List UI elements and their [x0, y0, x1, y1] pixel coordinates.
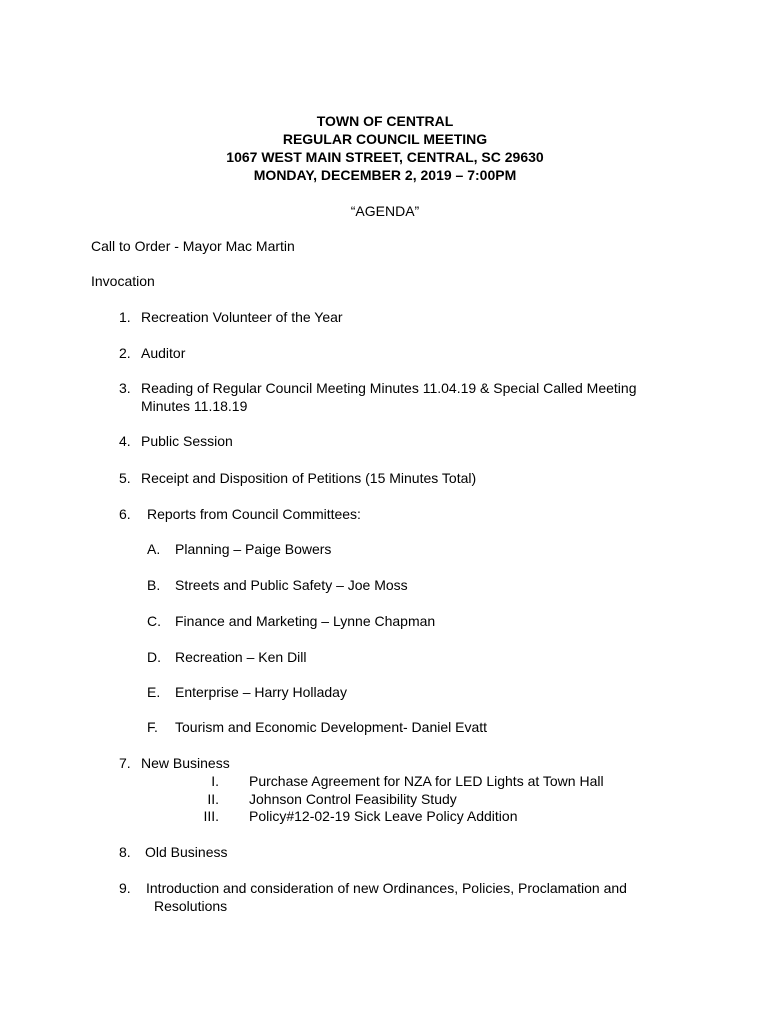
committee-text: Tourism and Economic Development- Daniel Evatt — [175, 719, 488, 735]
roman-numeral: I. — [211, 773, 219, 789]
header-town-name: TOWN OF CENTRAL — [316, 113, 454, 129]
committee-text: Enterprise – Harry Holladay — [175, 684, 347, 700]
committee-letter: F. — [147, 719, 158, 735]
agenda-title: “AGENDA” — [350, 203, 420, 219]
committee-letter: A. — [147, 541, 161, 557]
header-date-time: MONDAY, DECEMBER 2, 2019 – 7:00PM — [253, 167, 517, 183]
committee-text: Finance and Marketing – Lynne Chapman — [175, 613, 436, 629]
agenda-item-text: Receipt and Disposition of Petitions (15 Minutes Total) — [141, 470, 477, 486]
new-business-text: Johnson Control Feasibility Study — [249, 791, 457, 807]
agenda-item-text-continued: Minutes 11.18.19 — [141, 398, 248, 414]
agenda-item-number: 7. — [119, 755, 131, 771]
agenda-item-number: 3. — [119, 380, 131, 396]
new-business-text: Policy#12-02-19 Sick Leave Policy Addition — [249, 808, 518, 824]
committee-text: Streets and Public Safety – Joe Moss — [175, 577, 408, 593]
call-to-order: Call to Order - Mayor Mac Martin — [91, 238, 295, 254]
agenda-item-text: Recreation Volunteer of the Year — [141, 309, 343, 325]
header-meeting-type: REGULAR COUNCIL MEETING — [282, 131, 488, 147]
agenda-item-number: 8. — [119, 844, 131, 860]
agenda-item-number: 2. — [119, 345, 131, 361]
agenda-item-number: 5. — [119, 470, 131, 486]
committee-text: Recreation – Ken Dill — [175, 649, 307, 665]
agenda-item-number: 4. — [119, 433, 131, 449]
roman-numeral: II. — [207, 791, 219, 807]
agenda-item-text: New Business — [141, 755, 230, 771]
agenda-item-text-continued: Resolutions — [154, 898, 228, 914]
committee-text: Planning – Paige Bowers — [175, 541, 332, 557]
agenda-item-number: 6. — [119, 506, 131, 522]
agenda-item-number: 9. — [119, 880, 131, 896]
document-header — [0, 112, 770, 184]
committee-letter: C. — [147, 613, 161, 629]
new-business-text: Purchase Agreement for NZA for LED Lights at Town Hall — [249, 773, 604, 789]
agenda-item-text: Reports from Council Committees: — [147, 506, 361, 522]
agenda-item-text: Old Business — [145, 844, 228, 860]
invocation: Invocation — [91, 273, 155, 289]
roman-numeral: III. — [203, 808, 219, 824]
agenda-item-text: Introduction and consideration of new Ordinances, Policies, Proclamation and — [146, 880, 627, 896]
agenda-item-number: 1. — [119, 309, 131, 325]
header-address: 1067 WEST MAIN STREET, CENTRAL, SC 29630 — [226, 149, 544, 165]
agenda-item-text: Auditor — [141, 345, 186, 361]
agenda-item-text: Public Session — [141, 433, 233, 449]
committee-letter: D. — [147, 649, 161, 665]
agenda-item-text: Reading of Regular Council Meeting Minutes 11.04.19 & Special Called Meeting — [141, 380, 637, 396]
committee-letter: E. — [147, 684, 161, 700]
committee-letter: B. — [147, 577, 161, 593]
